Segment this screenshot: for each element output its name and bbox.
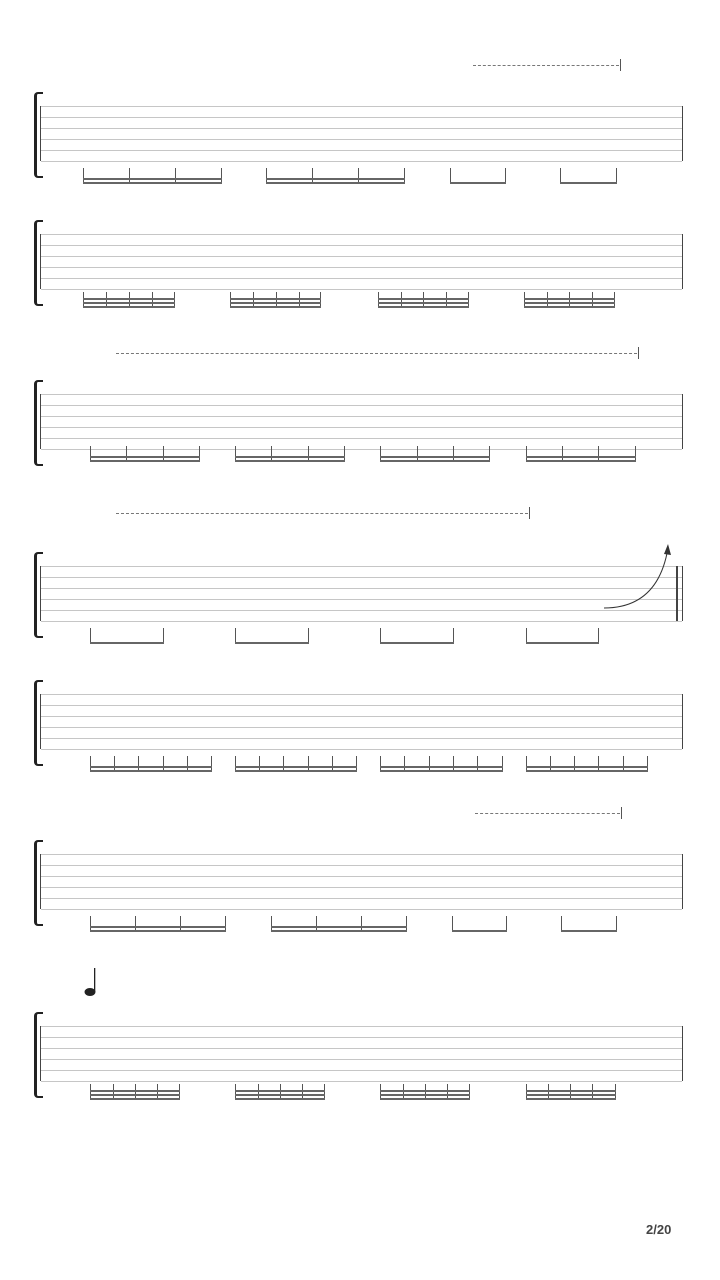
- staff-line: [41, 898, 682, 899]
- staff-line: [41, 854, 682, 855]
- note-beam: [83, 302, 175, 304]
- note-beam: [230, 298, 321, 300]
- note-beam: [526, 642, 599, 644]
- tab-staff: [40, 854, 683, 909]
- palm-mute-line: [475, 813, 620, 814]
- note-beam: [235, 460, 345, 462]
- staff-line: [41, 1026, 682, 1027]
- note-beam: [380, 460, 490, 462]
- note-beam: [90, 930, 226, 932]
- staff-line: [41, 394, 682, 395]
- note-beam: [450, 182, 506, 184]
- tab-staff: [40, 394, 683, 449]
- note-beam: [378, 306, 469, 308]
- staff-line: [41, 1048, 682, 1049]
- staff-line: [41, 1037, 682, 1038]
- staff-line: [41, 256, 682, 257]
- note-beam: [230, 306, 321, 308]
- note-beam: [526, 1090, 616, 1092]
- staff-line: [41, 438, 682, 439]
- note-beam: [380, 642, 454, 644]
- page-number: 2/20: [646, 1222, 672, 1237]
- note-beam: [380, 1090, 470, 1092]
- note-beam: [235, 456, 345, 458]
- staff-line: [41, 245, 682, 246]
- note-beam: [235, 770, 357, 772]
- staff-line: [41, 610, 682, 611]
- note-beam: [90, 460, 200, 462]
- staff-line: [41, 865, 682, 866]
- staff-line: [41, 405, 682, 406]
- note-beam: [83, 306, 175, 308]
- tab-staff: [40, 1026, 683, 1081]
- staff-line: [41, 727, 682, 728]
- staff-line: [41, 621, 682, 622]
- note-beam: [235, 642, 309, 644]
- staff-line: [41, 887, 682, 888]
- palm-mute-end: [620, 59, 621, 71]
- note-beam: [380, 1094, 470, 1096]
- tab-staff: [40, 106, 683, 161]
- staff-line: [41, 588, 682, 589]
- staff-line: [41, 1059, 682, 1060]
- staff-line: [41, 876, 682, 877]
- staff-line: [41, 427, 682, 428]
- staff-line: [41, 909, 682, 910]
- note-beam: [90, 926, 226, 928]
- tab-staff: [40, 566, 683, 621]
- note-beam: [524, 298, 615, 300]
- palm-mute-line: [116, 513, 528, 514]
- palm-mute-line: [116, 353, 637, 354]
- staff-line: [41, 234, 682, 235]
- note-beam: [271, 930, 407, 932]
- note-beam: [560, 182, 617, 184]
- note-beam: [378, 298, 469, 300]
- staff-line: [41, 267, 682, 268]
- note-beam: [90, 1094, 180, 1096]
- bend-arrow: [600, 540, 680, 615]
- note-beam: [526, 766, 648, 768]
- quarter-note-icon: [84, 968, 98, 998]
- palm-mute-line: [473, 65, 619, 66]
- staff-line: [41, 139, 682, 140]
- note-beam: [90, 1090, 180, 1092]
- note-beam: [90, 1098, 180, 1100]
- staff-line: [41, 449, 682, 450]
- staff-line: [41, 577, 682, 578]
- staff-line: [41, 599, 682, 600]
- note-beam: [561, 930, 617, 932]
- staff-line: [41, 694, 682, 695]
- note-beam: [380, 456, 490, 458]
- note-beam: [378, 302, 469, 304]
- palm-mute-end: [638, 347, 639, 359]
- staff-line: [41, 161, 682, 162]
- note-beam: [524, 306, 615, 308]
- note-beam: [380, 1098, 470, 1100]
- note-beam: [235, 1094, 325, 1096]
- note-beam: [90, 770, 212, 772]
- note-beam: [83, 182, 222, 184]
- palm-mute-end: [529, 507, 530, 519]
- note-beam: [380, 770, 503, 772]
- staff-line: [41, 106, 682, 107]
- note-beam: [271, 926, 407, 928]
- staff-line: [41, 150, 682, 151]
- note-beam: [230, 302, 321, 304]
- note-beam: [526, 1094, 616, 1096]
- note-beam: [235, 1098, 325, 1100]
- staff-line: [41, 566, 682, 567]
- tab-staff: [40, 694, 683, 749]
- note-beam: [526, 1098, 616, 1100]
- staff-line: [41, 1081, 682, 1082]
- note-beam: [90, 642, 164, 644]
- staff-line: [41, 716, 682, 717]
- note-beam: [90, 456, 200, 458]
- staff-line: [41, 278, 682, 279]
- tab-staff: [40, 234, 683, 289]
- note-beam: [235, 766, 357, 768]
- staff-line: [41, 749, 682, 750]
- note-beam: [90, 766, 212, 768]
- staff-line: [41, 705, 682, 706]
- staff-line: [41, 738, 682, 739]
- note-beam: [452, 930, 507, 932]
- note-beam: [235, 1090, 325, 1092]
- palm-mute-end: [621, 807, 622, 819]
- staff-line: [41, 289, 682, 290]
- note-beam: [526, 460, 636, 462]
- note-beam: [380, 766, 503, 768]
- note-beam: [526, 456, 636, 458]
- staff-line: [41, 1070, 682, 1071]
- note-beam: [524, 302, 615, 304]
- staff-line: [41, 416, 682, 417]
- note-beam: [526, 770, 648, 772]
- note-beam: [83, 298, 175, 300]
- note-beam: [266, 182, 405, 184]
- staff-line: [41, 117, 682, 118]
- note-beam: [266, 178, 405, 180]
- note-beam: [83, 178, 222, 180]
- staff-line: [41, 128, 682, 129]
